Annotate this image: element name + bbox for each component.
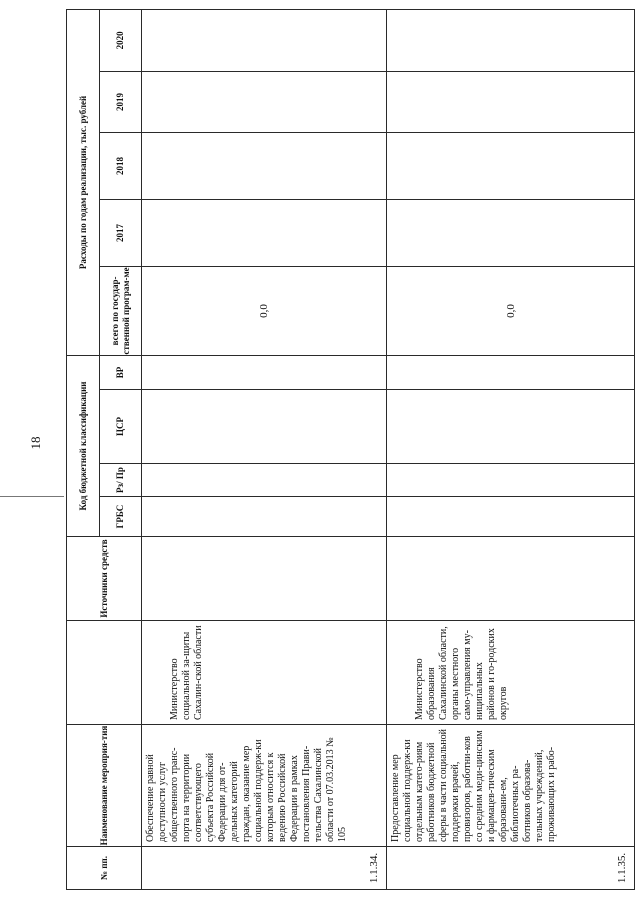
rzpr-header: Рз/ Пр [100,464,142,497]
year-2019-header: 2019 [100,71,142,132]
col-name-header: Наименование мероприя-тия [67,725,142,847]
total-value: 0,0 [387,266,635,355]
vr-cell [142,355,387,389]
page-number: 18 [28,436,43,450]
col-exec-header [67,621,142,725]
year-2018-header: 2018 [100,132,142,199]
csr-header: ЦСР [100,390,142,464]
expenses-group-header: Расходы по годам реализации, тыс. рублей [67,9,100,355]
measure-name: Предоставление мер социальной поддерж-ки отдельным катего-риям работников бюджетной сферы в части социальной поддержки врачей, провизоров, работни-ков со средним меди-цинским и фармацев-тическим образовани-ем, библиотечных ра-ботников образова-тельных учреждений, проживающих и рабо- [387,725,635,847]
source-cell [387,537,635,621]
source-cell [142,537,387,621]
total-value: 0,0 [142,266,387,355]
year-2020-cell [387,9,635,71]
col-num-header: № пп. [67,847,142,890]
year-2017-cell [142,199,387,266]
total-header: всего по государ-ственной програм-ме [100,266,142,355]
year-2018-cell [387,132,635,199]
row-number: 1.1.35. [387,847,635,890]
grbs-header: ГРБС [100,497,142,537]
row-number: 1.1.34. [142,847,387,890]
measure-name: Обеспечение равной доступности услуг общественного транс-порта на территории соответствующего субъекта Российской Федерации для от-дельных категорий граждан, оказание мер социальной поддерж-ки которым относится к ведению Российской Федерации в рамках постановления Прави-тельства Сахалинской области от 07.03.2013 № 105 [142,725,387,847]
year-2017-cell [387,199,635,266]
rotated-page [66,10,634,890]
binding-line [0,496,64,497]
csr-cell [142,390,387,464]
table-row [142,9,387,889]
vr-header: ВР [100,355,142,389]
csr-cell [387,390,635,464]
col-source-header: Источники средств [67,537,142,621]
year-2017-header: 2017 [100,199,142,266]
year-2020-header: 2020 [100,9,142,71]
kbk-group-header: Код бюджетной классификации [67,355,100,536]
grbs-cell [142,497,387,537]
executor: Министерство образования Сахалинской области, органы местного само-управления му-ниципальных районов и го-родских округов [387,621,635,725]
year-2019-cell [387,71,635,132]
executor: Министерство социальной за-щиты Сахалин-ской области [142,621,387,725]
grbs-cell [387,497,635,537]
budget-table [66,9,635,890]
year-2018-cell [142,132,387,199]
header-row [67,9,100,889]
year-2019-cell [142,71,387,132]
vr-cell [387,355,635,389]
table-row [387,9,635,889]
rzpr-cell [142,464,387,497]
year-2020-cell [142,9,387,71]
rzpr-cell [387,464,635,497]
